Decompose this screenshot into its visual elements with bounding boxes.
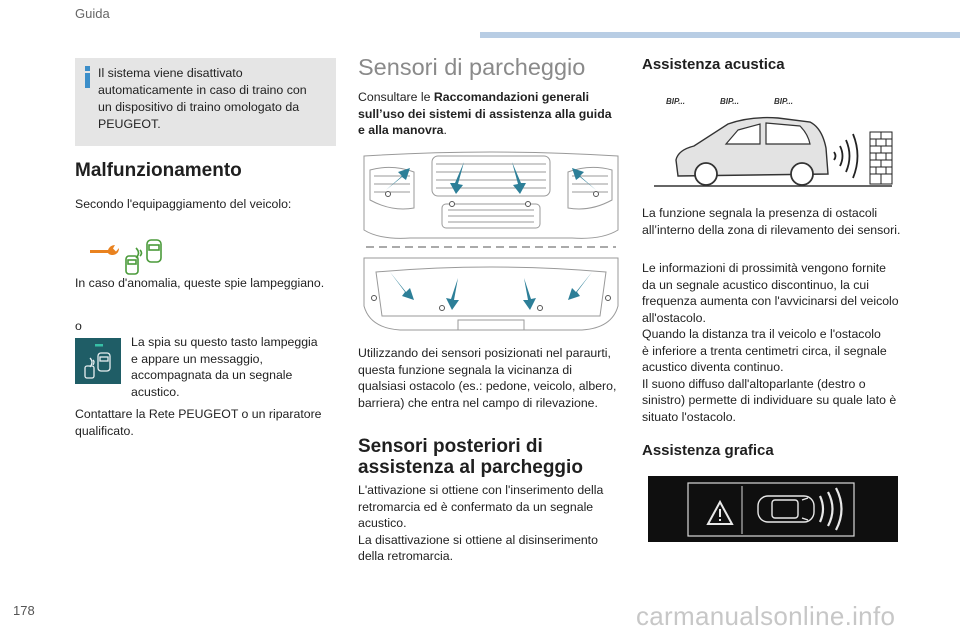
acoustic-assist-heading: Assistenza acustica [642, 56, 785, 73]
contact-text: Contattare la Rete PEUGEOT o un riparatore qualificato. [75, 407, 322, 438]
park-sensor-warning-icon [126, 240, 161, 274]
activation-text: L'attivazione si ottiene con l'inserimento della retromarcia ed è confermato da un segnale acustico. La disattivazione si ottiene al disinserimento della retromarcia. [358, 483, 604, 563]
bumper-sensors-illustration [362, 150, 620, 340]
anomaly-text: In caso d'anomalia, queste spie lampeggiano. [75, 276, 325, 290]
malfunction-intro: Secondo l'equipaggiamento del veicolo: [75, 197, 292, 211]
car-top-view-icon [758, 496, 814, 522]
header-bar [480, 32, 960, 38]
graphic-assist-heading: Assistenza grafica [642, 442, 774, 459]
page-number: 178 [13, 603, 35, 618]
graphic-assist-display [648, 476, 898, 542]
wrench-icon [90, 245, 119, 255]
info-icon [84, 66, 92, 88]
bip-label: BIP... [774, 97, 793, 106]
parking-sensors-title: Sensori di parcheggio [358, 54, 586, 80]
malfunction-heading: Malfunzionamento [75, 160, 242, 181]
car-icon [676, 118, 828, 185]
bip-label: BIP... [666, 97, 685, 106]
proximity-info-text: Le informazioni di prossimità vengono fornite da un segnale acustico discontinuo, la cui frequenza aumenta con l'avvicinarsi del veicolo all'ostacolo. Quando la distanza tra il veicolo e l'ostacolo è inferiore a trenta centimetri circa, il segnale acustico diventa continuo. Il suono diffuso dall'altoparlante (destro o sinistro) permette di individuare su quale lato è situato l'ostacolo. [642, 261, 899, 424]
sound-waves [834, 134, 858, 178]
or-text: o [75, 319, 82, 333]
wall-icon [870, 132, 892, 184]
malfunction-warning-icons [88, 236, 170, 276]
consult-text: Consultare le Raccomandazioni generali sull’uso dei sistemi di assistenza alla guida e alla manovra. [358, 90, 612, 137]
bip-label: BIP... [720, 97, 739, 106]
sensor-usage-text: Utilizzando dei sensori posizionati nel paraurti, questa funzione segnala la vicinanza di qualsiasi ostacolo (es.: pedone, veicolo, albero, barriera) che entra nel campo di rilevazione. [358, 346, 617, 410]
function-text: La funzione segnala la presenza di ostacoli all’interno della zona di rilevamento dei sensori. [642, 206, 901, 237]
display-frame [688, 483, 854, 536]
parking-sensor-button-icon [75, 338, 121, 384]
info-note-text: Il sistema viene disattivato automaticamente in caso di traino con un dispositivo di traino omologato da PEUGEOT. [98, 66, 307, 131]
rear-sensor-zone-icon [820, 488, 842, 530]
spia-text: La spia su questo tasto lampeggia e appare un messaggio, accompagnata da un segnale acustico. [131, 335, 318, 399]
watermark: carmanualsonline.info [636, 601, 896, 631]
rear-sensors-heading: Sensori posteriori di assistenza al parcheggio [358, 436, 583, 478]
section-header: Guida [75, 6, 110, 21]
warning-triangle-icon [708, 502, 732, 524]
car-near-wall-illustration [650, 108, 895, 188]
info-note [75, 58, 336, 146]
